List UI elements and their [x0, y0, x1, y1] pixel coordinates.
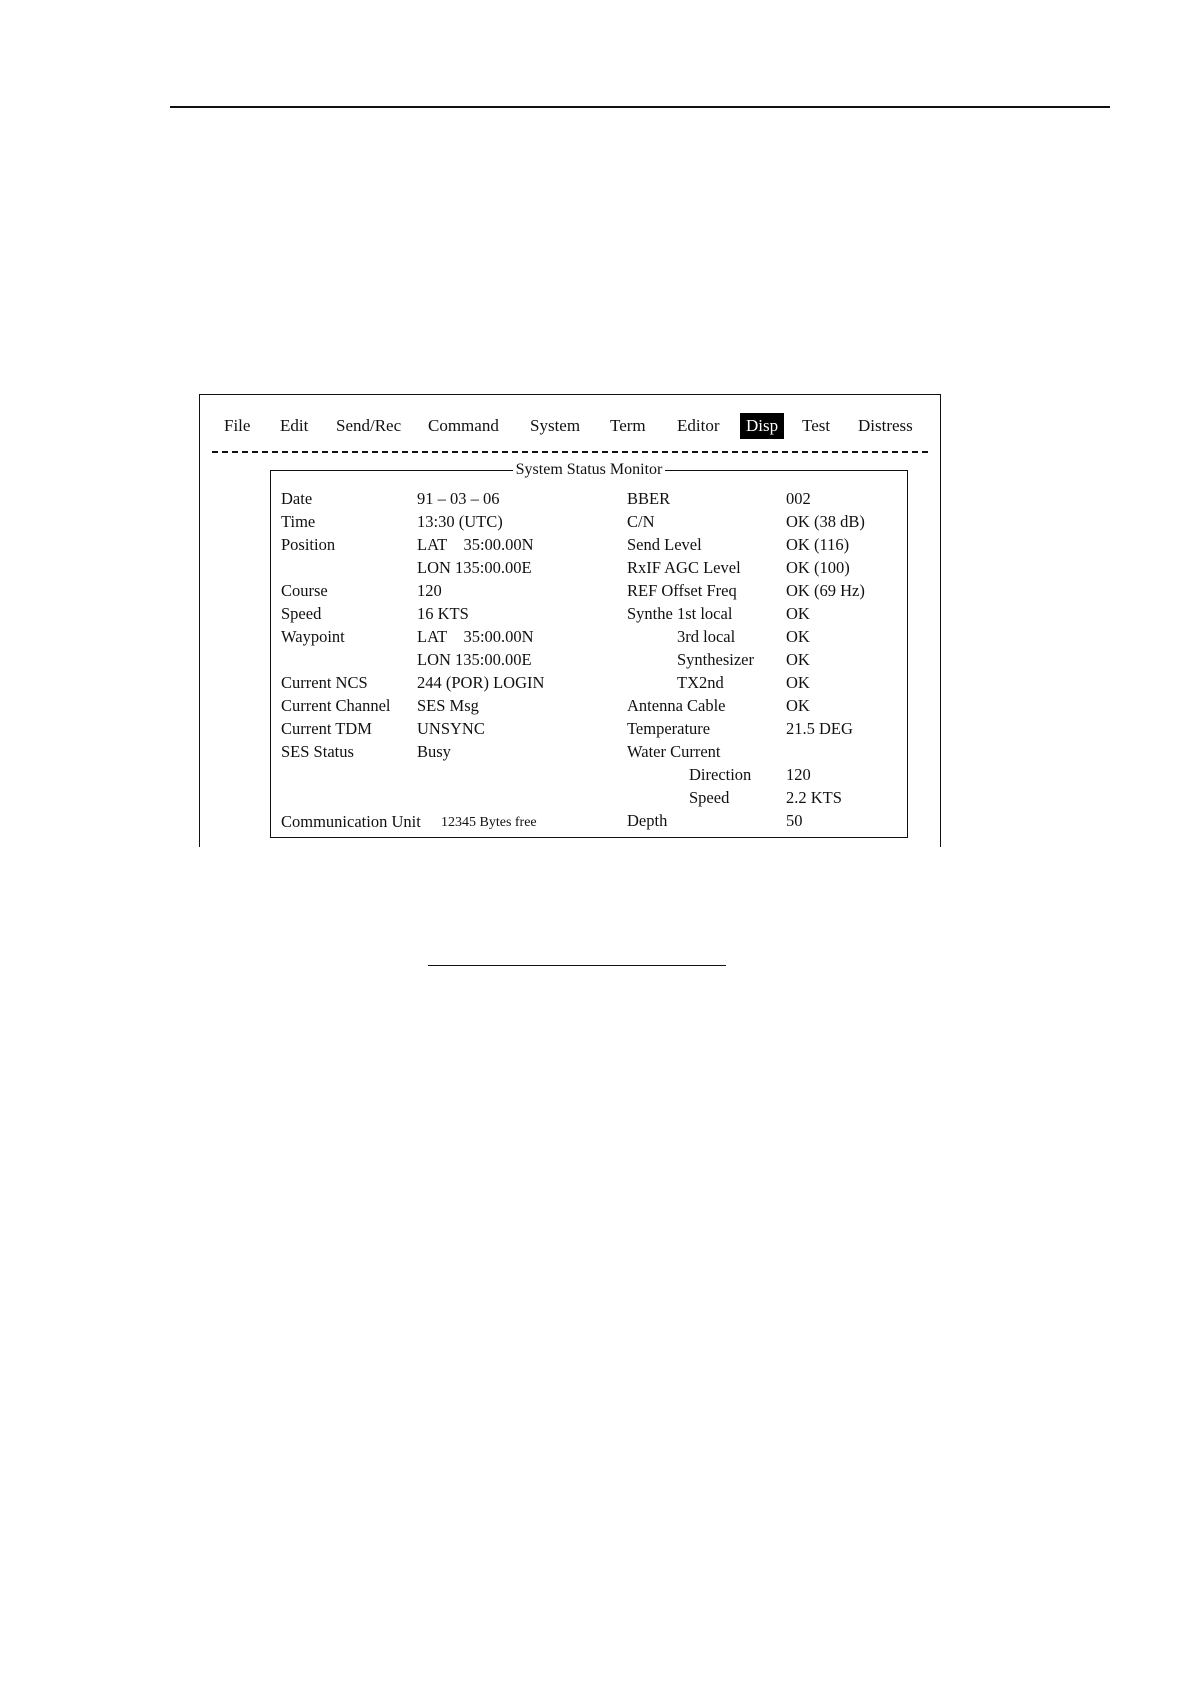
status-label: REF Offset Freq	[627, 581, 737, 600]
status-value: LON 135:00.00E	[417, 650, 532, 669]
status-value: OK (116)	[786, 535, 850, 554]
status-label: C/N	[627, 512, 655, 531]
status-value: OK	[786, 696, 810, 715]
menu-edit[interactable]: Edit	[280, 416, 309, 435]
status-label: Position	[281, 535, 336, 554]
status-label: Time	[281, 512, 316, 531]
menu-system[interactable]: System	[530, 416, 581, 435]
system-status-monitor	[270, 461, 908, 838]
status-label: TX2nd	[677, 673, 724, 692]
status-label: Speed	[689, 788, 730, 807]
status-value: 50	[786, 811, 803, 830]
status-label: 3rd local	[677, 627, 736, 646]
panel-title: System Status Monitor	[271, 460, 907, 480]
status-label: Waypoint	[281, 627, 345, 646]
status-value: SES Msg	[417, 696, 479, 715]
menu-editor[interactable]: Editor	[677, 416, 720, 435]
comm-unit-bytes: 12345 Bytes free	[441, 815, 537, 830]
status-value: OK (38 dB)	[786, 512, 865, 531]
status-value: LAT 35:00.00N	[417, 627, 534, 646]
status-value: 002	[786, 489, 811, 508]
status-label: Direction	[689, 765, 752, 784]
status-value: 2.2 KTS	[786, 788, 842, 807]
status-value: 120	[417, 581, 442, 600]
status-label: Course	[281, 581, 328, 600]
status-value: OK	[786, 650, 810, 669]
status-label: Antenna Cable	[627, 696, 726, 715]
status-value: OK (100)	[786, 558, 850, 577]
menu-test[interactable]: Test	[802, 416, 831, 435]
status-value: 120	[786, 765, 811, 784]
status-label: Send Level	[627, 535, 702, 554]
menu-bar	[200, 413, 940, 441]
status-label: Speed	[281, 604, 322, 623]
status-label: BBER	[627, 489, 671, 508]
status-value: OK (69 Hz)	[786, 581, 865, 600]
status-label: Water Current	[627, 742, 721, 761]
status-value: 21.5 DEG	[786, 719, 853, 738]
status-value: 91 – 03 – 06	[417, 489, 500, 508]
status-label: Temperature	[627, 719, 711, 738]
comm-unit-label: Communication Unit	[281, 812, 421, 831]
status-value: LAT 35:00.00N	[417, 535, 534, 554]
status-value: 244 (POR) LOGIN	[417, 673, 545, 692]
page-top-rule	[170, 106, 1110, 108]
status-label: Synthe 1st local	[627, 604, 733, 623]
menu-separator	[212, 451, 928, 453]
menu-disp[interactable]: Disp	[740, 413, 784, 439]
menu-term[interactable]: Term	[610, 416, 646, 435]
status-label: Depth	[627, 811, 668, 830]
status-label: SES Status	[281, 742, 354, 761]
status-label: Synthesizer	[677, 650, 754, 669]
status-value: 13:30 (UTC)	[417, 512, 503, 531]
caption-rule	[428, 965, 726, 966]
terminal-screen	[199, 394, 941, 847]
menu-send-rec[interactable]: Send/Rec	[336, 416, 402, 435]
menu-distress[interactable]: Distress	[858, 416, 913, 435]
status-value: OK	[786, 604, 810, 623]
status-label: Current NCS	[281, 673, 368, 692]
status-label: RxIF AGC Level	[627, 558, 741, 577]
status-label: Current TDM	[281, 719, 372, 738]
menu-file[interactable]: File	[224, 416, 251, 435]
status-label: Date	[281, 489, 313, 508]
menu-command[interactable]: Command	[428, 416, 499, 435]
status-value: 16 KTS	[417, 604, 469, 623]
status-value: LON 135:00.00E	[417, 558, 532, 577]
status-value: OK	[786, 627, 810, 646]
status-value: UNSYNC	[417, 719, 485, 738]
status-label: Current Channel	[281, 696, 391, 715]
status-value: OK	[786, 673, 810, 692]
status-value: Busy	[417, 742, 451, 761]
